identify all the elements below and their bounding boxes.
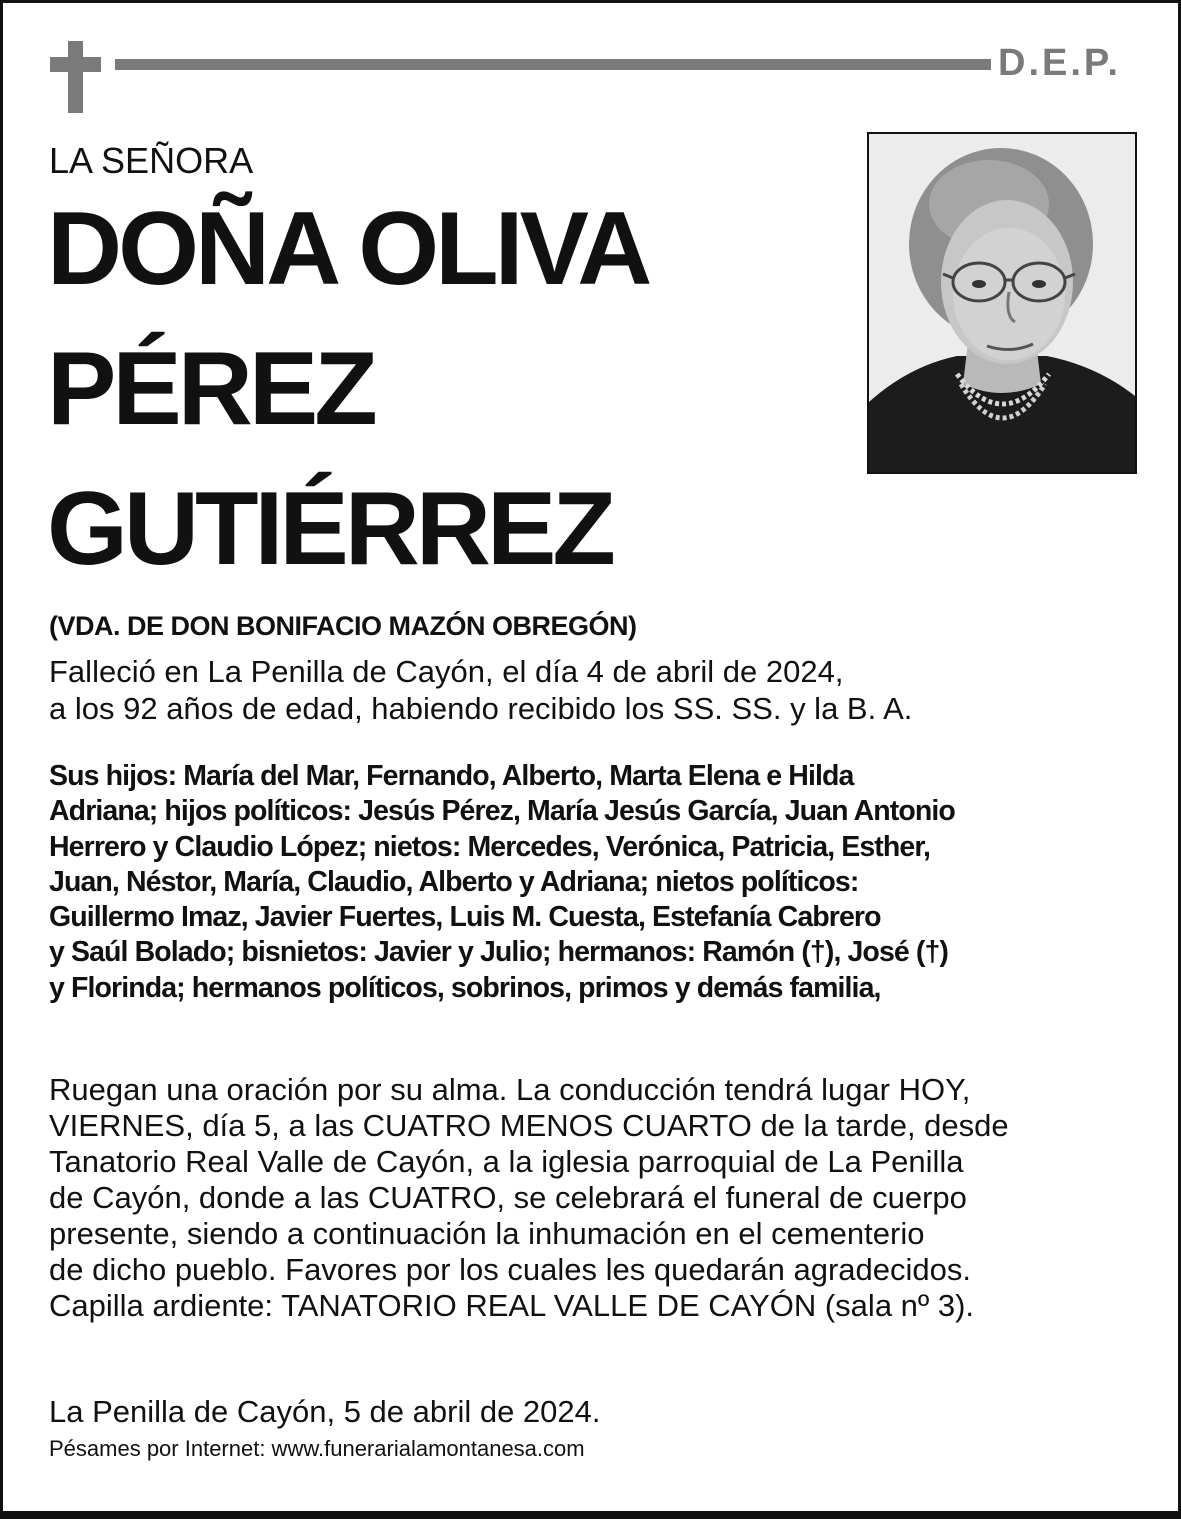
portrait-photo: [867, 132, 1137, 474]
family-line: y Florinda; hermanos políticos, sobrinos, primos y demás familia,: [49, 971, 881, 1004]
name-line-3: GUTIÉRREZ: [47, 471, 612, 587]
ceremony-line: Capilla ardiente: TANATORIO REAL VALLE DE CAYÓN (sala nº 3).: [49, 1288, 975, 1323]
family-line: y Saúl Bolado; bisnietos: Javier y Julio; hermanos: Ramón (†), José (†): [49, 936, 948, 969]
deceased-details: [49, 653, 912, 727]
name-line-2: PÉREZ: [47, 331, 374, 447]
family-line: Juan, Néstor, María, Claudio, Alberto y Adriana; nietos políticos:: [49, 865, 859, 898]
family-list: [49, 759, 955, 1006]
ceremony-line: de Cayón, donde a las CUATRO, se celebrará el funeral de cuerpo: [49, 1180, 967, 1215]
family-line: Guillermo Imaz, Javier Fuertes, Luis M. Cuesta, Estefanía Cabrero: [49, 901, 881, 934]
widow-line: (VDA. DE DON BONIFACIO MAZÓN OBREGÓN): [49, 611, 637, 641]
honorific-title: LA SEÑORA: [49, 140, 254, 181]
ceremony-line: VIERNES, día 5, a las CUATRO MENOS CUARTO de la tarde, desde: [49, 1108, 1009, 1143]
ceremony-line: de dicho pueblo. Favores por los cuales les quedarán agradecidos.: [49, 1252, 971, 1287]
cross-vertical-bar: [68, 41, 83, 113]
ceremony-details: [49, 1072, 1009, 1324]
ceremony-line: Tanatorio Real Valle de Cayón, a la iglesia parroquial de La Penilla: [49, 1144, 964, 1179]
family-line: Sus hijos: María del Mar, Fernando, Alberto, Marta Elena e Hilda: [49, 760, 854, 792]
header-rule: [115, 59, 991, 70]
dateline: La Penilla de Cayón, 5 de abril de 2024.: [49, 1394, 601, 1429]
family-line: Adriana; hijos políticos: Jesús Pérez, María Jesús García, Juan Antonio: [49, 795, 955, 828]
ceremony-line: Ruegan una oración por su alma. La conducción tendrá lugar HOY,: [49, 1072, 971, 1107]
bottom-rule: [3, 1511, 1181, 1516]
condolences-web-line: Pésames por Internet: www.funerarialamontanesa.com: [49, 1436, 585, 1461]
cross-horizontal-bar: [50, 57, 101, 72]
deceased-line: a los 92 años de edad, habiendo recibido los SS. SS. y la B. A.: [49, 691, 913, 726]
name-line-1: DOÑA OLIVA: [47, 191, 649, 307]
family-line: Herrero y Claudio López; nietos: Mercedes, Verónica, Patricia, Esther,: [49, 830, 930, 863]
deceased-line: Falleció en La Penilla de Cayón, el día 4 de abril de 2024,: [49, 654, 844, 689]
dep-label: D.E.P.: [998, 42, 1121, 84]
ceremony-line: presente, siendo a continuación la inhumación en el cementerio: [49, 1216, 925, 1251]
